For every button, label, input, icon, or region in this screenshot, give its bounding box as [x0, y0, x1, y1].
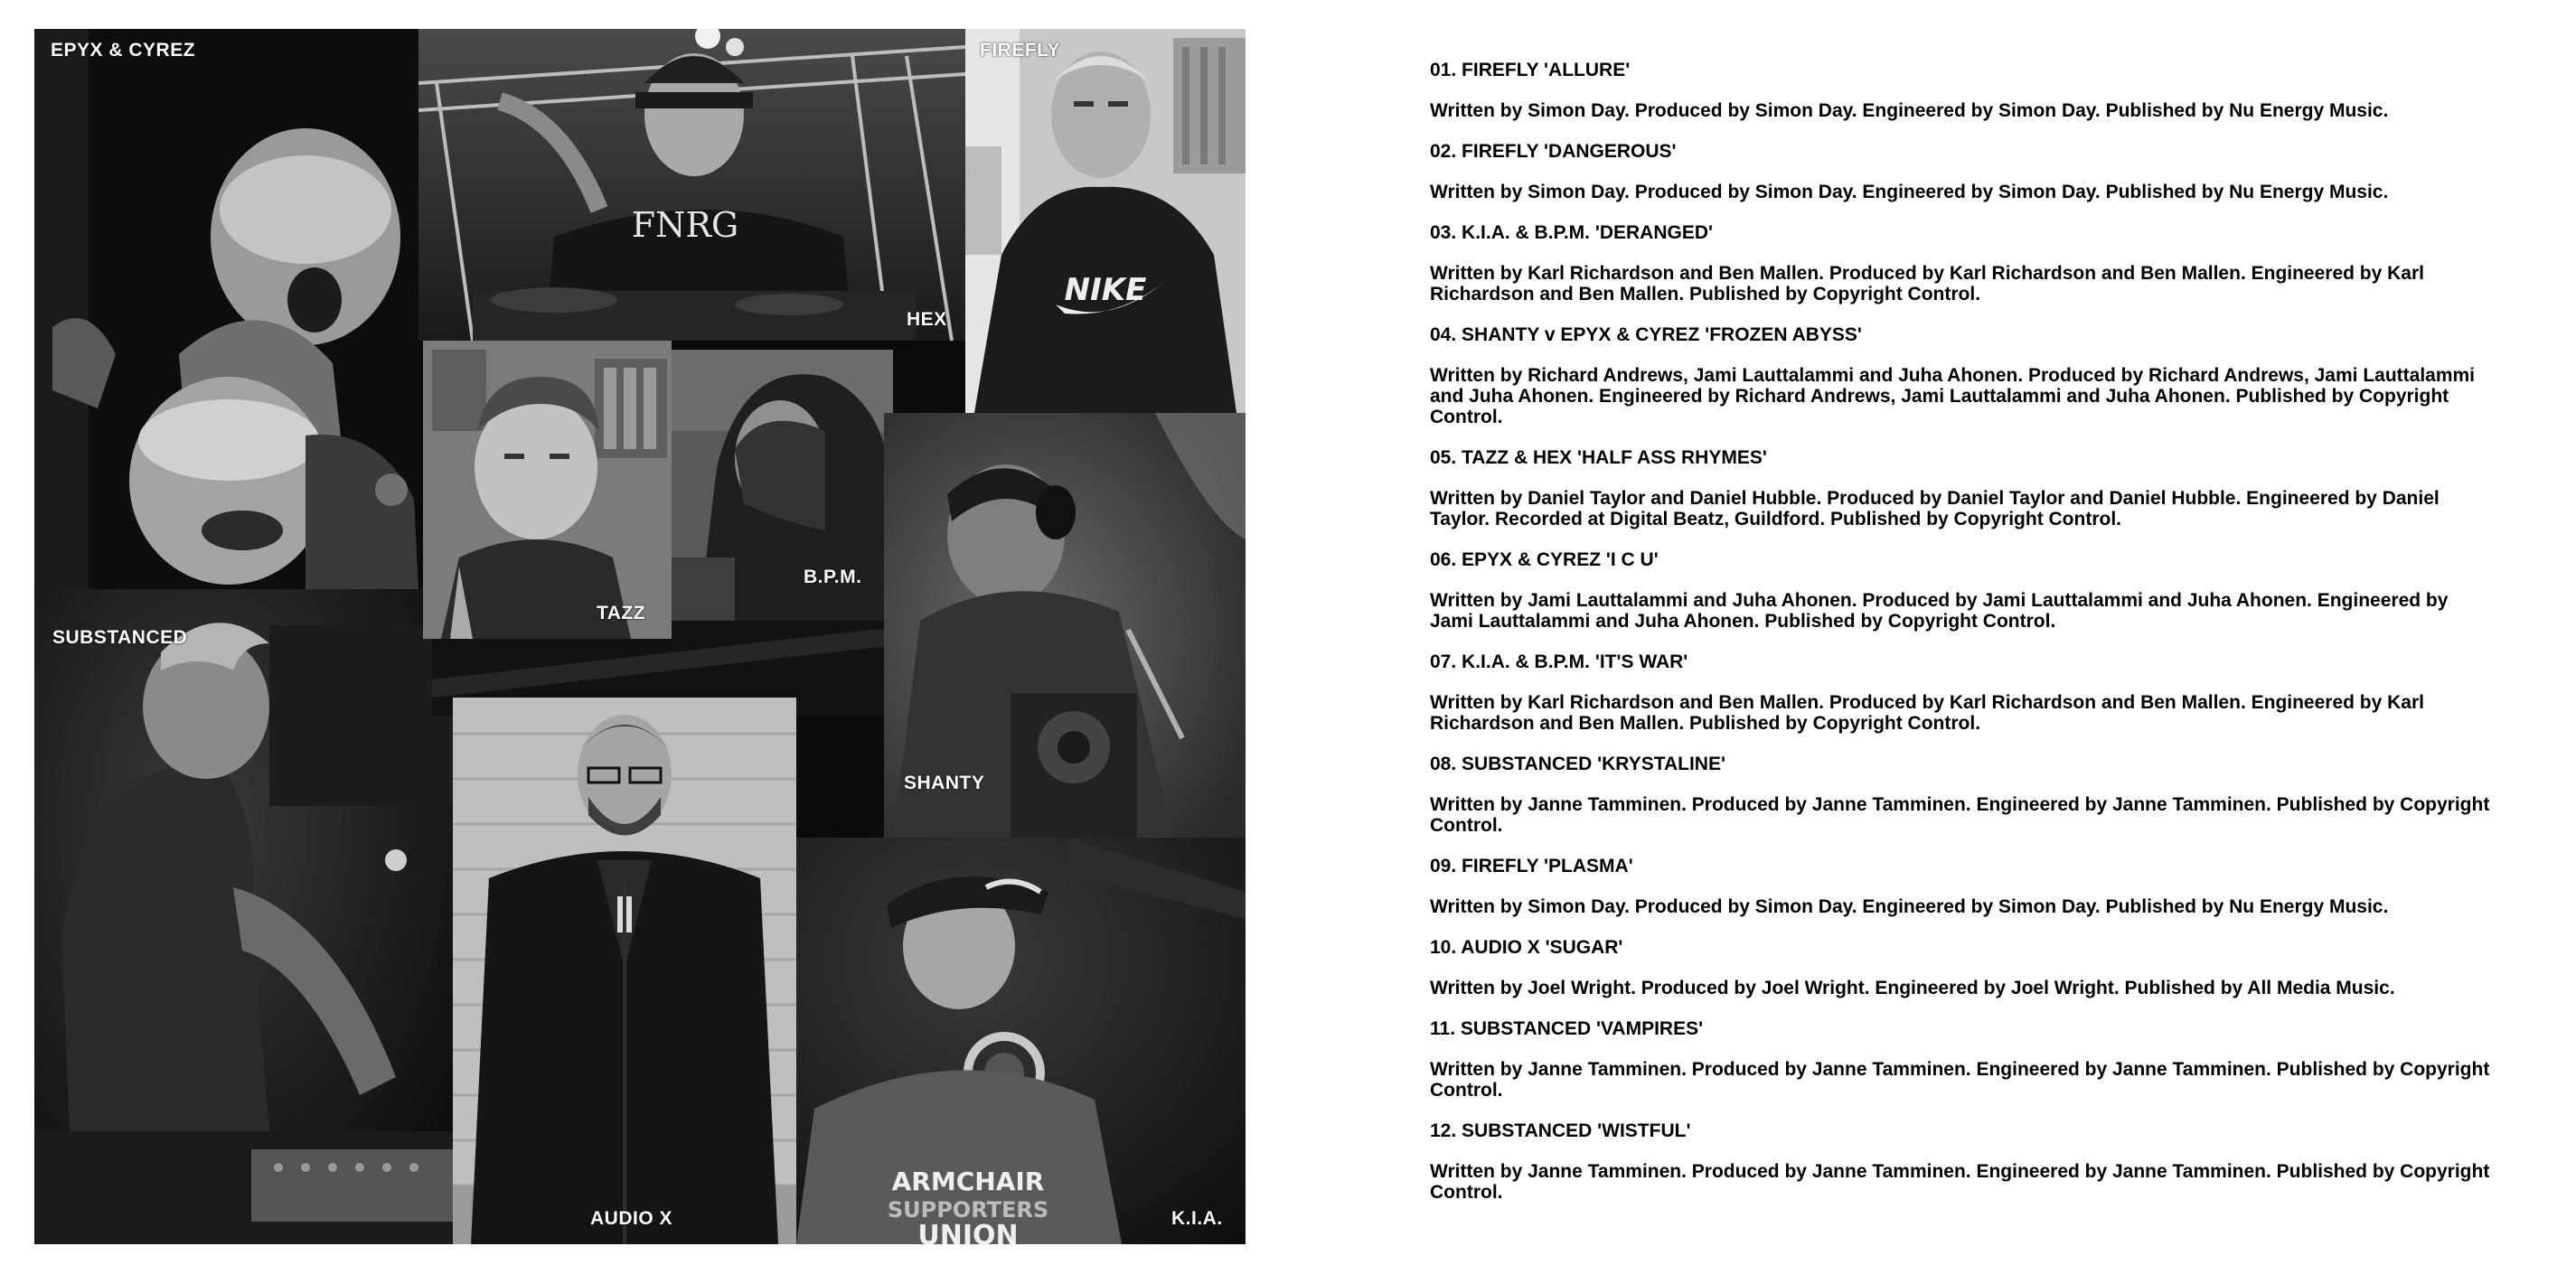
svg-text:SUPPORTERS: SUPPORTERS — [887, 1197, 1049, 1223]
svg-text:UNION: UNION — [917, 1220, 1019, 1244]
photo-label-audio-x: AUDIO X — [590, 1208, 673, 1229]
track-title: 10. AUDIO X 'SUGAR' — [1430, 937, 1623, 958]
photo-label-epyx-cyrez: EPYX & CYREZ — [51, 40, 196, 61]
track-credit: Written by Janne Tamminen. Produced by Janne Tamminen. Engineered by Janne Tamminen. Published by Copyright Control. — [1430, 1059, 2490, 1101]
photo-label-shanty: SHANTY — [904, 773, 985, 793]
svg-text:ARMCHAIR: ARMCHAIR — [891, 1167, 1045, 1196]
photo-hex — [418, 29, 965, 341]
track-credit: Written by Jami Lauttalammi and Juha Ahonen. Produced by Jami Lauttalammi and Juha Ahonen. Engineered by Jami Lauttalammi and Juha Ahonen. Published by Copyright Control. — [1430, 590, 2449, 632]
track-entry — [1430, 549, 2496, 632]
photo-label-firefly: FIREFLY — [980, 40, 1061, 61]
track-title: 09. FIREFLY 'PLASMA' — [1430, 856, 1633, 876]
track-credit: Written by Simon Day. Produced by Simon Day. Engineered by Simon Day. Published by Nu Energy Music. — [1430, 100, 2389, 121]
track-entry — [1430, 1120, 2496, 1203]
track-entry — [1430, 937, 2496, 998]
photo-label-substanced: SUBSTANCED — [52, 627, 188, 648]
photo-epyx-cyrez — [34, 29, 418, 589]
track-entry — [1430, 60, 2496, 121]
svg-text:FNRG: FNRG — [631, 205, 739, 245]
photo-tazz — [423, 341, 672, 639]
track-entry — [1430, 324, 2496, 427]
track-title: 08. SUBSTANCED 'KRYSTALINE' — [1430, 754, 1725, 774]
photo-firefly — [965, 29, 1246, 413]
track-credit: Written by Karl Richardson and Ben Mallen. Produced by Karl Richardson and Ben Mallen. Engineered by Karl Richardson and Ben Mallen. Published by Copyright Control. — [1430, 692, 2424, 734]
artist-photo-collage — [34, 29, 1246, 1244]
svg-text:NIKE: NIKE — [1064, 272, 1147, 308]
track-title: 07. K.I.A. & B.P.M. 'IT'S WAR' — [1430, 651, 1688, 672]
track-credit: Written by Simon Day. Produced by Simon Day. Engineered by Simon Day. Published by Nu Energy Music. — [1430, 896, 2389, 917]
track-title: 05. TAZZ & HEX 'HALF ASS RHYMES' — [1430, 447, 1767, 468]
track-title: 12. SUBSTANCED 'WISTFUL' — [1430, 1120, 1691, 1141]
photo-label-bpm: B.P.M. — [804, 567, 862, 587]
photo-label-hex: HEX — [907, 309, 947, 330]
photo-kia — [796, 838, 1246, 1244]
track-credit: Written by Janne Tamminen. Produced by Janne Tamminen. Engineered by Janne Tamminen. Published by Copyright Control. — [1430, 1161, 2490, 1203]
track-entry — [1430, 447, 2496, 529]
track-title: 04. SHANTY v EPYX & CYREZ 'FROZEN ABYSS' — [1430, 324, 1862, 345]
photo-label-tazz: TAZZ — [597, 603, 646, 623]
track-title: 11. SUBSTANCED 'VAMPIRES' — [1430, 1018, 1704, 1039]
track-title: 01. FIREFLY 'ALLURE' — [1430, 60, 1631, 80]
track-entry — [1430, 754, 2496, 836]
photo-shanty — [884, 413, 1246, 838]
track-credit: Written by Joel Wright. Produced by Joel Wright. Engineered by Joel Wright. Published by All Media Music. — [1430, 978, 2395, 998]
track-title: 06. EPYX & CYREZ 'I C U' — [1430, 549, 1659, 570]
track-credit: Written by Karl Richardson and Ben Mallen. Produced by Karl Richardson and Ben Mallen. Engineered by Karl Richardson and Ben Mallen. Published by Copyright Control. — [1430, 263, 2424, 305]
track-entry — [1430, 141, 2496, 202]
track-credit: Written by Richard Andrews, Jami Lauttalammi and Juha Ahonen. Produced by Richard Andrews, Jami Lauttalammi and Juha Ahonen. Engineered by Richard Andrews, Jami Lauttalammi and Juha Ahonen. Published by Copyright Control. — [1430, 365, 2476, 427]
track-title: 02. FIREFLY 'DANGEROUS' — [1430, 141, 1677, 162]
photo-bpm — [672, 350, 893, 621]
photo-audio-x — [453, 698, 796, 1244]
track-credits-list — [1430, 60, 2496, 1223]
track-entry — [1430, 651, 2496, 734]
track-entry — [1430, 222, 2496, 305]
track-entry — [1430, 856, 2496, 917]
track-credit: Written by Janne Tamminen. Produced by Janne Tamminen. Engineered by Janne Tamminen. Published by Copyright Control. — [1430, 794, 2490, 836]
photo-substanced — [34, 589, 459, 1244]
photo-label-kia: K.I.A. — [1171, 1208, 1223, 1229]
track-credit: Written by Simon Day. Produced by Simon Day. Engineered by Simon Day. Published by Nu Energy Music. — [1430, 182, 2389, 202]
track-title: 03. K.I.A. & B.P.M. 'DERANGED' — [1430, 222, 1713, 243]
track-entry — [1430, 1018, 2496, 1101]
track-credit: Written by Daniel Taylor and Daniel Hubble. Produced by Daniel Taylor and Daniel Hubble. Engineered by Daniel Taylor. Recorded at Digital Beatz, Guildford. Published by Copyright Control. — [1430, 488, 2440, 529]
